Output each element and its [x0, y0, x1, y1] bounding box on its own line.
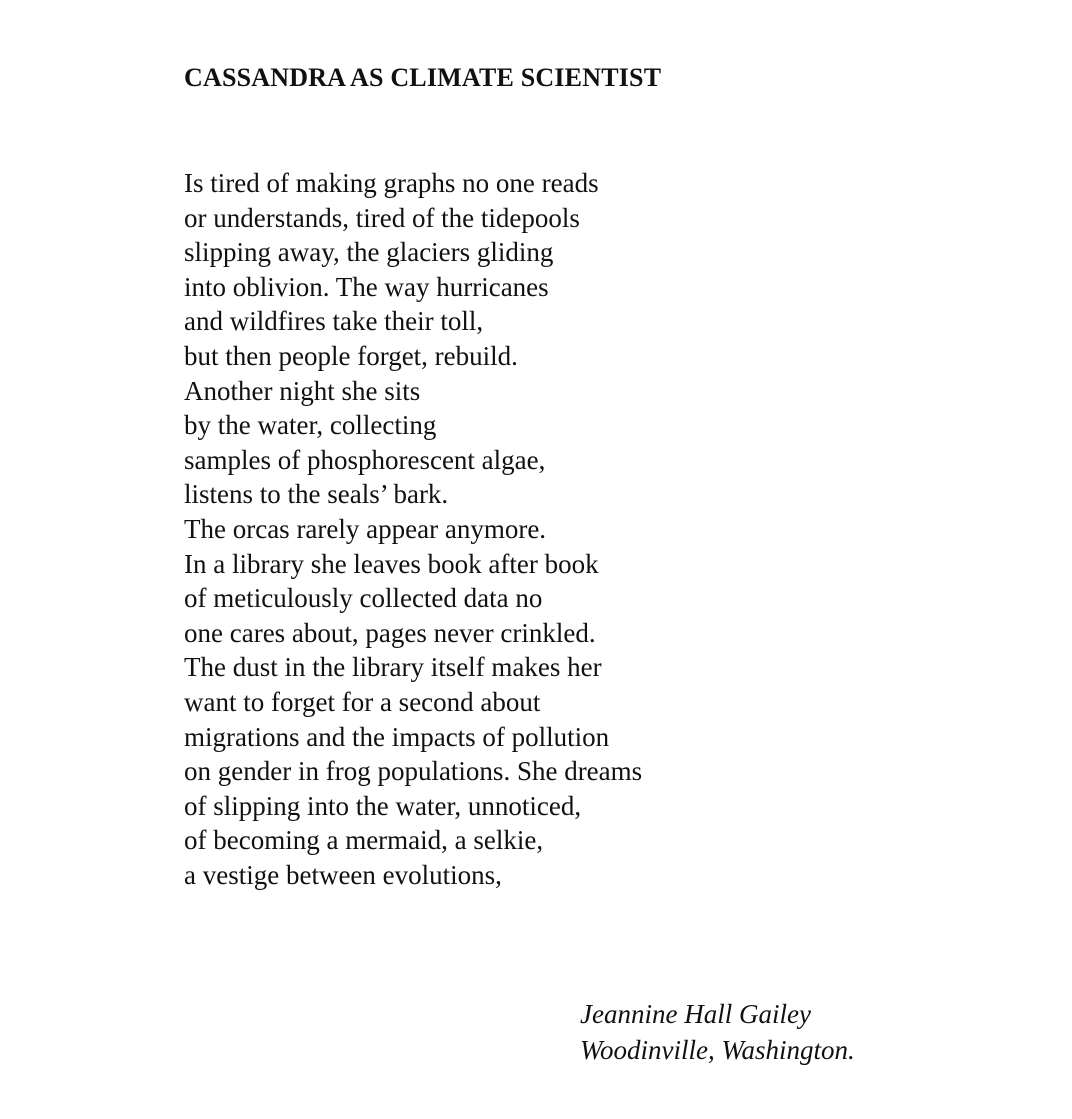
- poem-line-17: migrations and the impacts of pollution: [184, 721, 610, 752]
- poem-line-13: of meticulously collected data no: [184, 583, 543, 614]
- poem-line-20: of becoming a mermaid, a selkie,: [184, 825, 544, 856]
- author-name: Jeannine Hall Gailey: [580, 999, 811, 1029]
- poem-line-21: a vestige between evolutions,: [184, 859, 502, 890]
- poem-line-9: samples of phosphorescent algae,: [184, 444, 546, 475]
- poem-line-10: listens to the seals’ bark.: [184, 479, 449, 510]
- poem-line-16: want to forget for a second about: [184, 686, 541, 717]
- author-location: Woodinville, Washington.: [580, 1035, 855, 1065]
- poem-line-2: or understands, tired of the tidepools: [184, 202, 580, 233]
- poem-line-3: slipping away, the glaciers gliding: [184, 237, 554, 268]
- poem-line-4: into oblivion. The way hurricanes: [184, 271, 549, 302]
- poem-line-1: Is tired of making graphs no one reads: [184, 168, 599, 198]
- poem-line-5: and wildfires take their toll,: [184, 306, 484, 337]
- poem-line-7: Another night she sits: [184, 375, 421, 406]
- poem-line-19: of slipping into the water, unnoticed,: [184, 790, 582, 821]
- poem-body: [184, 166, 642, 892]
- signature-block: [580, 996, 855, 1068]
- poem-line-12: In a library she leaves book after book: [184, 548, 599, 579]
- poem-line-6: but then people forget, rebuild.: [184, 340, 518, 371]
- poem-line-14: one cares about, pages never crinkled.: [184, 617, 596, 648]
- poem-line-8: by the water, collecting: [184, 410, 437, 441]
- poem-line-18: on gender in frog populations. She dreams: [184, 756, 643, 787]
- poem-line-15: The dust in the library itself makes her: [184, 652, 602, 683]
- poem-title: CASSANDRA AS CLIMATE SCIENTIST: [184, 63, 662, 92]
- poem-line-11: The orcas rarely appear anymore.: [184, 513, 547, 544]
